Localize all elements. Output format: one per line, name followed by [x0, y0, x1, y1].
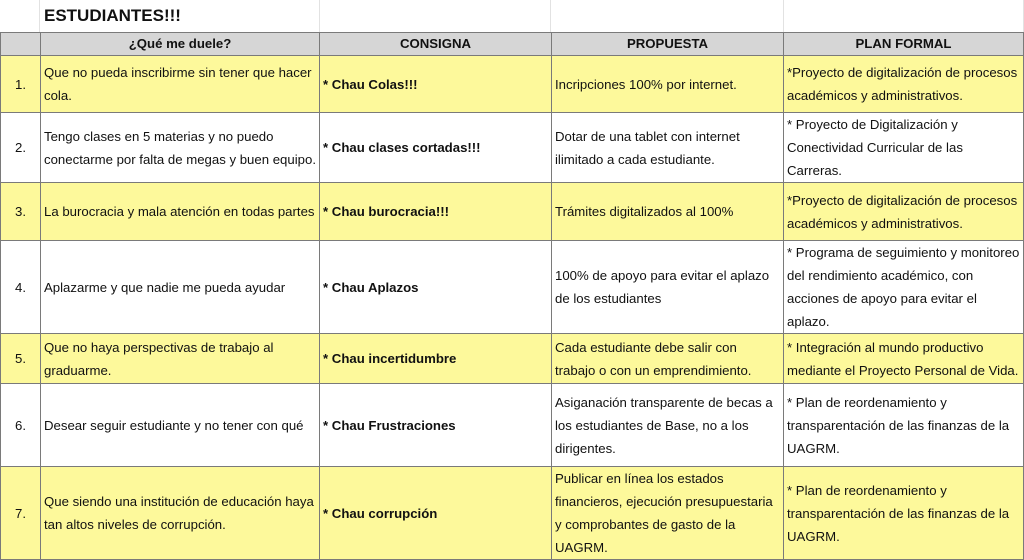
slogan-cell[interactable]: * Chau burocracia!!!: [320, 183, 552, 241]
title-row-blank-cell[interactable]: [551, 0, 784, 32]
header-slogan[interactable]: CONSIGNA: [320, 33, 552, 56]
row-number[interactable]: 1.: [1, 56, 41, 113]
row-number[interactable]: 4.: [1, 241, 41, 334]
pain-cell[interactable]: Aplazarme y que nadie me pueda ayudar: [41, 241, 320, 334]
slogan-cell[interactable]: * Chau corrupción: [320, 467, 552, 560]
header-pain[interactable]: ¿Qué me duele?: [41, 33, 320, 56]
row-number[interactable]: 7.: [1, 467, 41, 560]
slogan-cell[interactable]: * Chau clases cortadas!!!: [320, 113, 552, 183]
pain-cell[interactable]: La burocracia y mala atención en todas partes: [41, 183, 320, 241]
pain-cell[interactable]: Que siendo una institución de educación haya tan altos niveles de corrupción.: [41, 467, 320, 560]
table-row: [1, 241, 1024, 334]
proposal-cell[interactable]: 100% de apoyo para evitar el aplazo de los estudiantes: [552, 241, 784, 334]
slogan-cell[interactable]: * Chau Aplazos: [320, 241, 552, 334]
title-row-blank-cell[interactable]: [320, 0, 551, 32]
proposal-cell[interactable]: Publicar en línea los estados financieros, ejecución presupuestaria y comprobantes de gasto de la UAGRM.: [552, 467, 784, 560]
proposal-cell[interactable]: Dotar de una tablet con internet ilimitado a cada estudiante.: [552, 113, 784, 183]
proposals-table: [0, 32, 1024, 560]
slogan-cell[interactable]: * Chau Colas!!!: [320, 56, 552, 113]
header-plan[interactable]: PLAN FORMAL: [784, 33, 1024, 56]
table-row: [1, 113, 1024, 183]
plan-cell[interactable]: *Proyecto de digitalización de procesos académicos y administrativos.: [784, 56, 1024, 113]
table-row: [1, 56, 1024, 113]
row-number[interactable]: 2.: [1, 113, 41, 183]
plan-cell[interactable]: * Proyecto de Digitalización y Conectividad Curricular de las Carreras.: [784, 113, 1024, 183]
pain-cell[interactable]: Que no haya perspectivas de trabajo al graduarme.: [41, 334, 320, 384]
header-proposal[interactable]: PROPUESTA: [552, 33, 784, 56]
row-number[interactable]: 5.: [1, 334, 41, 384]
title-row-blank-cell[interactable]: [784, 0, 1024, 32]
plan-cell[interactable]: * Plan de reordenamiento y transparentación de las finanzas de la UAGRM.: [784, 467, 1024, 560]
proposal-cell[interactable]: Asiganación transparente de becas a los estudiantes de Base, no a los dirigentes.: [552, 384, 784, 467]
row-number[interactable]: 3.: [1, 183, 41, 241]
pain-cell[interactable]: Desear seguir estudiante y no tener con qué: [41, 384, 320, 467]
table-row: [1, 384, 1024, 467]
pain-cell[interactable]: Tengo clases en 5 materias y no puedo conectarme por falta de megas y buen equipo.: [41, 113, 320, 183]
title-row-blank-cell[interactable]: [0, 0, 40, 32]
sheet-title[interactable]: ESTUDIANTES!!!: [40, 0, 320, 32]
proposal-cell[interactable]: Trámites digitalizados al 100%: [552, 183, 784, 241]
plan-cell[interactable]: * Integración al mundo productivo mediante el Proyecto Personal de Vida.: [784, 334, 1024, 384]
plan-cell[interactable]: *Proyecto de digitalización de procesos académicos y administrativos.: [784, 183, 1024, 241]
slogan-cell[interactable]: * Chau incertidumbre: [320, 334, 552, 384]
table-row: [1, 467, 1024, 560]
proposal-cell[interactable]: Incripciones 100% por internet.: [552, 56, 784, 113]
row-number[interactable]: 6.: [1, 384, 41, 467]
header-number[interactable]: [1, 33, 41, 56]
plan-cell[interactable]: * Programa de seguimiento y monitoreo del rendimiento académico, con acciones de apoyo para evitar el aplazo.: [784, 241, 1024, 334]
header-row: [1, 33, 1024, 56]
plan-cell[interactable]: * Plan de reordenamiento y transparentación de las finanzas de la UAGRM.: [784, 384, 1024, 467]
table-row: [1, 334, 1024, 384]
title-row: [0, 0, 1024, 32]
pain-cell[interactable]: Que no pueda inscribirme sin tener que hacer cola.: [41, 56, 320, 113]
proposal-cell[interactable]: Cada estudiante debe salir con trabajo o con un emprendimiento.: [552, 334, 784, 384]
table-row: [1, 183, 1024, 241]
slogan-cell[interactable]: * Chau Frustraciones: [320, 384, 552, 467]
